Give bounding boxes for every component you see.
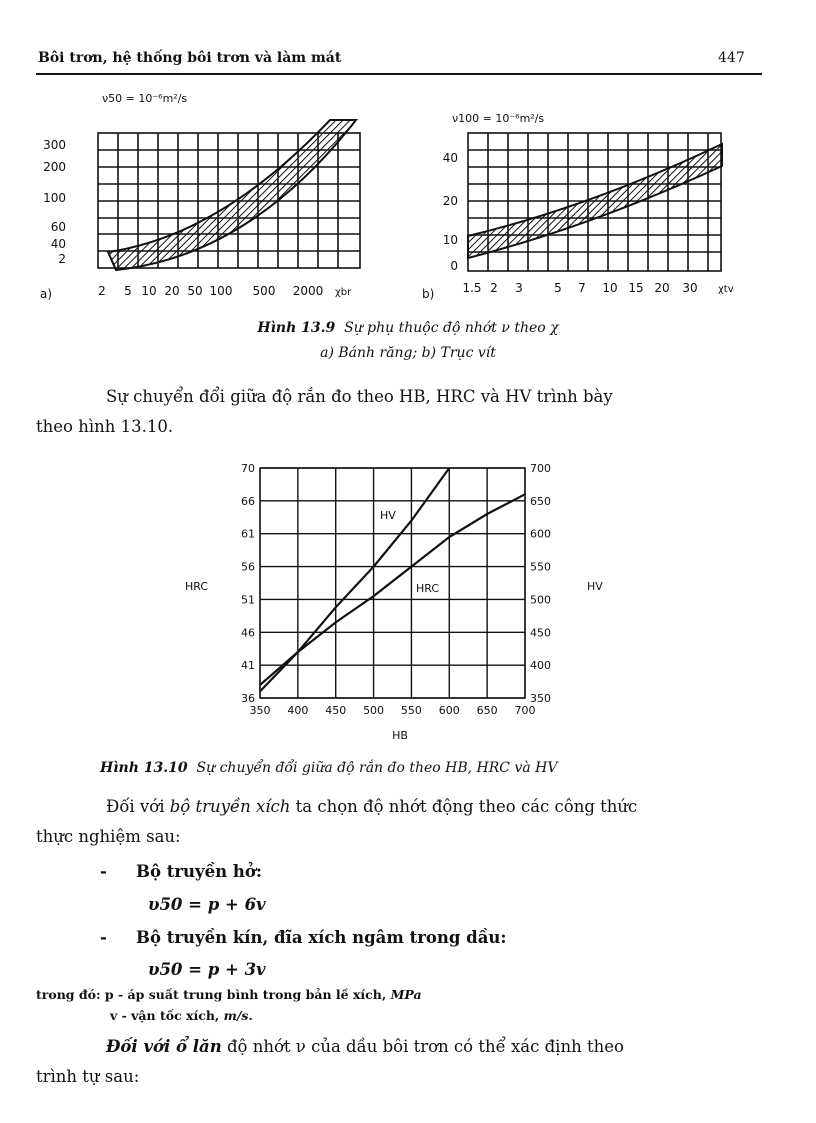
left-tick-label: 46 [241,626,255,640]
svg-text:40: 40 [50,237,66,251]
svg-text:7: 7 [578,281,586,295]
y-left-axis-label: HRC [185,580,209,593]
svg-text:3: 3 [515,281,523,295]
x-tick-label: 350 [249,704,271,717]
left-tick-label: 51 [241,593,255,607]
right-tick-label: 500 [530,593,551,607]
svg-text:20: 20 [654,281,670,295]
x-tick-label: 700 [514,704,536,717]
svg-text:15: 15 [628,281,644,295]
series-line-hrc [260,494,525,685]
svg-text:5: 5 [124,284,132,298]
svg-text:1.5: 1.5 [462,281,482,295]
paragraph-1-line-1: Sự chuyển đổi giữa độ rắn đo theo HB, HRC và HV trình bày [106,387,613,406]
svg-text:2: 2 [98,284,106,298]
x-tick-label: 600 [438,704,460,717]
svg-text:500: 500 [252,284,276,298]
svg-text:100: 100 [209,284,233,298]
series-label-hv: HV [380,509,396,522]
left-tick-label: 41 [241,659,255,673]
left-tick-label: 61 [241,527,255,541]
svg-text:χbr: χbr [335,287,352,298]
note-line-2: v - vận tốc xích, m/s. [110,1008,253,1023]
right-tick-label: 550 [530,560,551,574]
svg-text:2: 2 [58,252,66,266]
svg-text:χtv: χtv [718,284,734,295]
paragraph-3-line-1: Đối với ổ lăn độ nhớt ν của dầu bôi trơn có thể xác định theo [106,1037,624,1056]
svg-text:2: 2 [490,281,498,295]
svg-text:40: 40 [442,151,458,165]
svg-text:20: 20 [442,194,458,208]
svg-text:100: 100 [43,191,66,205]
right-tick-label: 450 [530,626,551,640]
list-item-2: - Bộ truyền kín, đĩa xích ngâm trong dầu: [100,928,507,947]
series-label-hrc: HRC [416,582,440,595]
svg-text:60: 60 [50,220,66,234]
paragraph-3-line-2: trình tự sau: [36,1067,140,1086]
formula-1: υ50 = p + 6v [148,895,266,914]
x-tick-label: 400 [287,704,309,717]
svg-text:10: 10 [141,284,157,298]
y-right-axis-label: HV [587,580,603,593]
left-tick-label: 36 [241,692,255,705]
svg-text:50: 50 [187,284,203,298]
x-tick-label: 500 [363,704,385,717]
figure-13-10-caption: Hình 13.10 Sự chuyển đổi giữa độ rắn đo theo HB, HRC và HV [100,760,558,776]
right-tick-label: 350 [530,692,551,705]
chart-frame [260,468,525,698]
note-line-1: trong đó: p - áp suất trung bình trong bản lề xích, MPa [36,987,422,1002]
svg-text:a): a) [40,287,53,301]
svg-text:10: 10 [602,281,618,295]
right-tick-label: 600 [530,527,551,541]
svg-text:300: 300 [43,138,66,152]
figure-13-10-chart [170,456,630,746]
figure-13-9-subcaption: a) Bánh răng; b) Trục vít [320,345,496,361]
page-number: 447 [718,50,745,66]
list-item-1: - Bộ truyền hở: [100,862,262,881]
svg-text:20: 20 [164,284,180,298]
svg-text:5: 5 [554,281,562,295]
svg-text:0: 0 [450,259,458,273]
paragraph-2-line-1: Đối với bộ truyền xích ta chọn độ nhớt động theo các công thức [106,797,638,816]
x-axis-label: HB [392,729,408,742]
x-tick-label: 650 [476,704,498,717]
x-tick-label: 550 [400,704,422,717]
running-header-title: Bôi trơn, hệ thống bôi trơn và làm mát [38,50,342,66]
chart-b-unit: ν100 = 10⁻⁶m²/s [452,112,545,125]
svg-text:30: 30 [682,281,698,295]
svg-text:10: 10 [442,233,458,247]
left-tick-label: 66 [241,494,255,508]
svg-text:2000: 2000 [292,284,324,298]
figure-13-9a [30,86,380,308]
paragraph-2-line-2: thực nghiệm sau: [36,827,181,846]
right-tick-label: 400 [530,659,551,673]
svg-text:b): b) [422,287,435,301]
figure-13-9b [412,86,752,308]
formula-2: υ50 = p + 3v [148,960,266,979]
left-tick-label: 56 [241,560,255,574]
left-tick-label: 70 [241,462,255,475]
svg-text:200: 200 [43,160,66,174]
right-tick-label: 650 [530,494,551,508]
chart-a-unit: ν50 = 10⁻⁶m²/s [102,92,188,105]
header-rule [36,73,762,75]
paragraph-1-line-2: theo hình 13.10. [36,417,174,436]
right-tick-label: 700 [530,462,551,475]
figure-13-9-caption: Hình 13.9 Sự phụ thuộc độ nhớt ν theo χ [257,320,559,336]
x-tick-label: 450 [325,704,347,717]
